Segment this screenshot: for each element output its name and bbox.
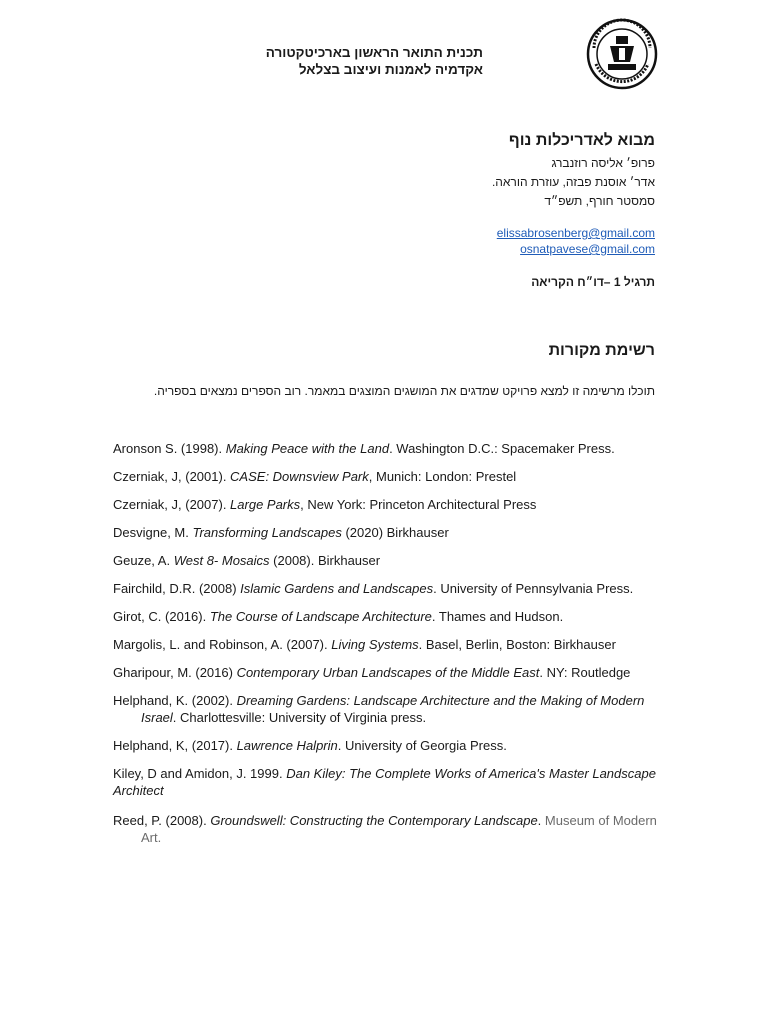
contact-emails <box>497 225 655 257</box>
institution-line2: אקדמיה לאמנות ועיצוב בצלאל <box>298 62 483 77</box>
semester: סמסטר חורף, תשפ״ד <box>544 194 655 208</box>
email-link-pavese[interactable]: osnatpavese@gmail.com <box>520 242 655 256</box>
list-item: Desvigne, M. Transforming Landscapes (2020) Birkhauser <box>113 525 449 540</box>
institution-line1: תכנית התואר הראשון בארכיטקטורה <box>265 45 483 60</box>
institution-header <box>123 44 483 78</box>
list-item: Margolis, L. and Robinson, A. (2007). Living Systems. Basel, Berlin, Boston: Birkhauser <box>113 637 616 652</box>
list-item: Czerniak, J, (2007). Large Parks, New York: Princeton Architectural Press <box>113 497 537 512</box>
references-title: רשימת מקורות <box>548 342 655 359</box>
references-intro: תוכלו מרשימה זו למצא פרויקט שמדגים את המושגים המוצגים במאמר. רוב הספרים נמצאים בספריה. <box>153 384 655 398</box>
bibliography-list <box>113 440 658 857</box>
list-item: Helphand, K, (2017). Lawrence Halprin. University of Georgia Press. <box>113 738 507 753</box>
list-item: Girot, C. (2016). The Course of Landscape Architecture. Thames and Hudson. <box>113 609 564 624</box>
bezalel-logo-icon <box>586 18 658 90</box>
list-item: Kiley, D and Amidon, J. 1999. Dan Kiley: The Complete Works of America's Master Landscape Architect <box>113 766 656 798</box>
list-item: Czerniak, J, (2001). CASE: Downsview Park, Munich: London: Prestel <box>113 469 517 484</box>
assistant-name: אדר׳ אוסנת פבזה, עוזרת הוראה. <box>491 175 655 189</box>
list-item: Gharipour, M. (2016) Contemporary Urban Landscapes of the Middle East. NY: Routledge <box>113 665 631 680</box>
course-staff <box>492 154 655 211</box>
list-item: Reed, P. (2008). Groundswell: Constructing the Contemporary Landscape. Museum of Modern Art. <box>113 813 657 845</box>
course-title: מבוא לאדריכלות נוף <box>508 132 655 149</box>
exercise-title: תרגיל 1 –דו״ח הקריאה <box>531 275 655 289</box>
list-item: Fairchild, D.R. (2008) Islamic Gardens and Landscapes. University of Pennsylvania Press. <box>113 581 634 596</box>
professor-name: פרופ׳ אליסה רוזנברג <box>551 156 655 170</box>
email-link-rosenberg[interactable]: elissabrosenberg@gmail.com <box>496 226 655 240</box>
list-item: Aronson S. (1998). Making Peace with the Land. Washington D.C.: Spacemaker Press. <box>113 441 615 456</box>
list-item: Geuze, A. West 8- Mosaics (2008). Birkhauser <box>113 553 381 568</box>
list-item: Helphand, K. (2002). Dreaming Gardens: Landscape Architecture and the Making of Modern Israel. Charlottesville: University of Virginia press. <box>113 693 645 725</box>
